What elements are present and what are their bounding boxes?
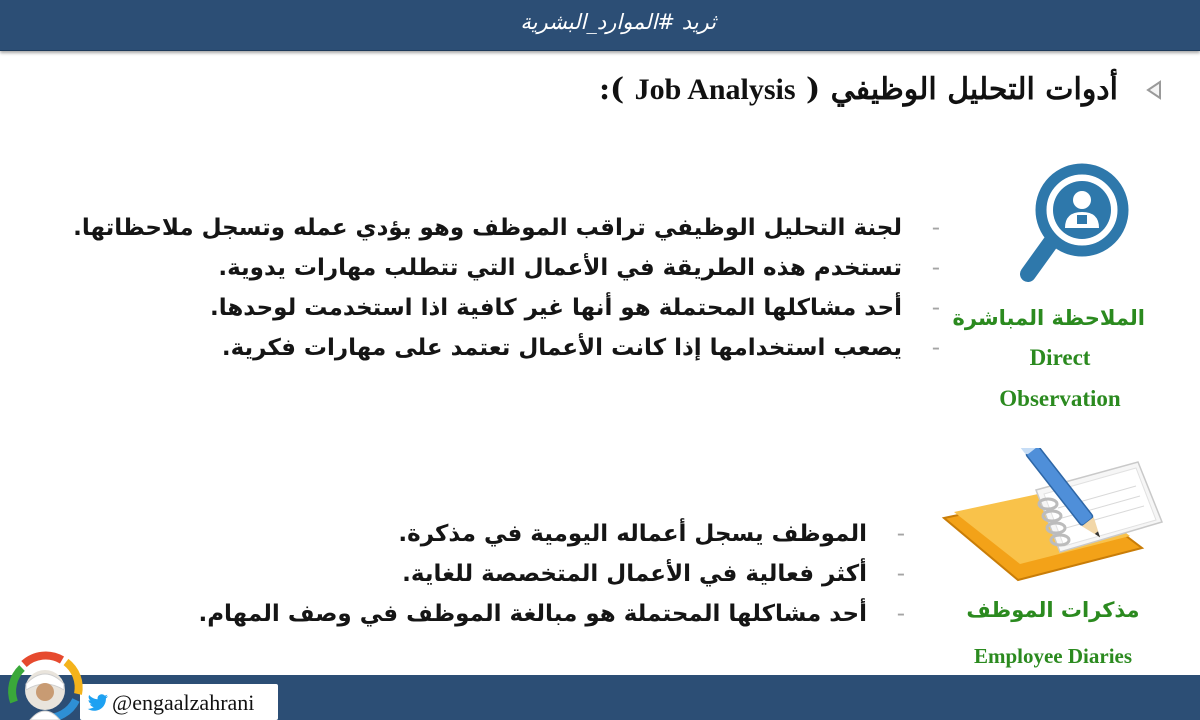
employee-diaries-caption-en: Employee Diaries — [973, 644, 1133, 668]
heading-suffix: ): — [598, 72, 625, 107]
list-item: - أحد مشاكلها المحتملة هو أنها غير كافية اذا استخدمت لوحدها. — [209, 295, 940, 321]
slide-heading — [522, 70, 1162, 118]
magnifier-person-icon — [1018, 160, 1138, 288]
triangle-bullet-icon — [1146, 80, 1162, 100]
list-item: - الموظف يسجل أعماله اليومية في مذكرة. — [398, 521, 905, 547]
employee-diaries-caption-ar: مذكرات الموظف — [966, 598, 1140, 622]
thread-title: ثريد #الموارد_البشرية — [520, 10, 716, 34]
direct-observation-caption-ar: الملاحظة المباشرة — [952, 306, 1145, 330]
diary-pencil-icon — [940, 448, 1166, 586]
top-banner — [0, 0, 1200, 51]
heading-text — [599, 72, 1118, 107]
twitter-handle[interactable] — [80, 684, 278, 720]
author-logo-avatar — [4, 650, 86, 720]
handle-text: @engaalzahrani — [112, 690, 255, 715]
twitter-bird-icon — [86, 694, 110, 712]
list-item: - تستخدم هذه الطريقة في الأعمال التي تتطلب مهارات يدوية. — [218, 255, 940, 281]
list-item: - لجنة التحليل الوظيفي تراقب الموظف وهو يؤدي عمله وتسجل ملاحظاتها. — [73, 215, 940, 241]
employee-diaries-bullets — [198, 514, 905, 634]
direct-observation-caption-en-2: Observation — [999, 386, 1121, 411]
direct-observation-bullets — [73, 208, 940, 368]
list-item: - أكثر فعالية في الأعمال المتخصصة للغاية. — [402, 561, 905, 587]
direct-observation-caption-en: Direct — [1029, 345, 1091, 370]
heading-english: Job Analysis — [634, 73, 796, 106]
list-item: - يصعب استخدامها إذا كانت الأعمال تعتمد على مهارات فكرية. — [221, 335, 940, 361]
heading-prefix: أدوات التحليل الوظيفي ( — [806, 72, 1118, 107]
list-item: - أحد مشاكلها المحتملة هو مبالغة الموظف في وصف المهام. — [198, 601, 905, 627]
